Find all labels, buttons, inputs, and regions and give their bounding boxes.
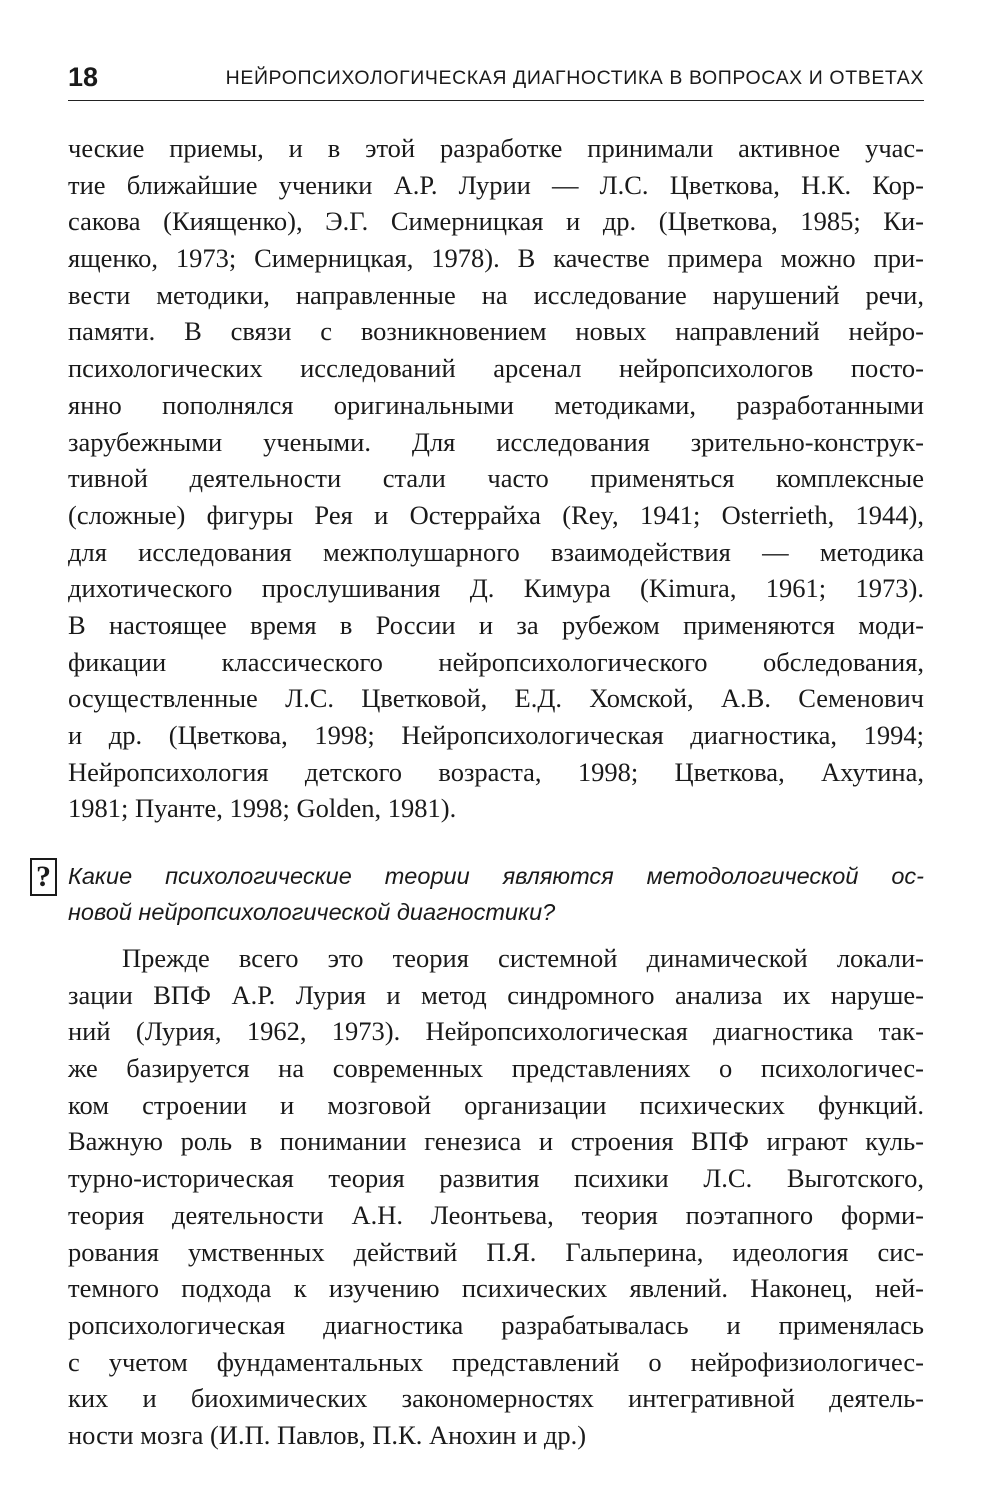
text-line: ященко, 1973; Симерницкая, 1978). В качестве примера можно при- xyxy=(68,243,924,274)
text-line: для исследования межполушарного взаимодействия — методика xyxy=(68,536,924,567)
text-line: темного подхода к изучению психических явлений. Наконец, ней- xyxy=(68,1273,924,1304)
text-line: и др. (Цветкова, 1998; Нейропсихологическая диагностика, 1994; xyxy=(68,720,924,750)
text-line: рования умственных действий П.Я. Гальперина, идеология сис- xyxy=(68,1236,924,1267)
text-line: теория деятельности А.Н. Леонтьева, теория поэтапного форми- xyxy=(68,1199,924,1230)
text-line: психологических исследований арсенал нейропсихологов посто- xyxy=(68,353,924,384)
text-line: тивной деятельности стали часто применяться комплексные xyxy=(68,463,924,494)
text-line: вести методики, направленные на исследование нарушений речи, xyxy=(68,279,924,310)
text-line: зации ВПФ А.Р. Лурия и метод синдромного анализа их наруше- xyxy=(68,979,924,1010)
question-heading xyxy=(68,858,924,930)
text-line: Прежде всего это теория системной динамической локали- xyxy=(122,943,924,973)
paragraph-methods-history xyxy=(68,130,924,827)
text-line: ности мозга (И.П. Павлов, П.К. Анохин и др.) xyxy=(68,1419,587,1450)
text-line: зарубежными учеными. Для исследования зрительно-конструк- xyxy=(68,426,924,457)
text-line: Нейропсихология детского возраста, 1998; Цветкова, Ахутина, xyxy=(68,756,924,787)
text-line: с учетом фундаментальных представлений о нейрофизиологичес- xyxy=(68,1346,924,1377)
text-line: (сложные) фигуры Рея и Остеррайха (Rey, 1941; Osterrieth, 1944), xyxy=(68,499,924,530)
text-line: В настоящее время в России и за рубежом применяются моди- xyxy=(68,609,924,640)
question-line: Какие психологические теории являются методологической ос- xyxy=(68,863,924,889)
text-line: же базируется на современных представлениях о психологичес- xyxy=(68,1053,924,1084)
text-line: дихотического прослушивания Д. Кимура (Kimura, 1961; 1973). xyxy=(68,573,924,604)
text-line: Важную роль в понимании генезиса и строения ВПФ играют куль- xyxy=(68,1126,924,1157)
text-line: 1981; Пуанте, 1998; Golden, 1981). xyxy=(68,793,457,824)
text-line: тие ближайшие ученики А.Р. Лурии — Л.С. Цветкова, Н.К. Кор- xyxy=(68,169,924,200)
text-line: турно-историческая теория развития психики Л.С. Выготского, xyxy=(68,1163,924,1194)
text-line: памяти. В связи с возникновением новых направлений нейро- xyxy=(68,316,924,347)
text-line: осуществленные Л.С. Цветковой, Е.Д. Хомской, А.В. Семенович xyxy=(68,683,924,714)
text-line: фикации классического нейропсихологического обследования, xyxy=(68,646,924,677)
running-header xyxy=(68,60,924,101)
question-line: новой нейропсихологической диагностики? xyxy=(68,899,556,925)
page-number: 18 xyxy=(68,62,99,92)
text-line: ропсихологическая диагностика разрабатывалась и применялась xyxy=(68,1309,924,1340)
text-line: ком строении и мозговой организации психических функций. xyxy=(68,1089,924,1120)
text-line: янно пополнялся оригинальными методиками, разработанными xyxy=(68,389,924,420)
text-line: ческие приемы, и в этой разработке принимали активное учас- xyxy=(68,133,924,163)
paragraph-answer xyxy=(68,940,924,1454)
text-line: ких и биохимических закономерностях интегративной деятель- xyxy=(68,1383,924,1414)
text-line: сакова (Киященко), Э.Г. Симерницкая и др. (Цветкова, 1985; Ки- xyxy=(68,206,924,237)
running-title: НЕЙРОПСИХОЛОГИЧЕСКАЯ ДИАГНОСТИКА В ВОПРОСАХ И ОТВЕТАХ xyxy=(225,67,924,89)
text-line: ний (Лурия, 1962, 1973). Нейропсихологическая диагностика так- xyxy=(68,1016,924,1047)
question-mark-icon: ? xyxy=(30,858,57,896)
